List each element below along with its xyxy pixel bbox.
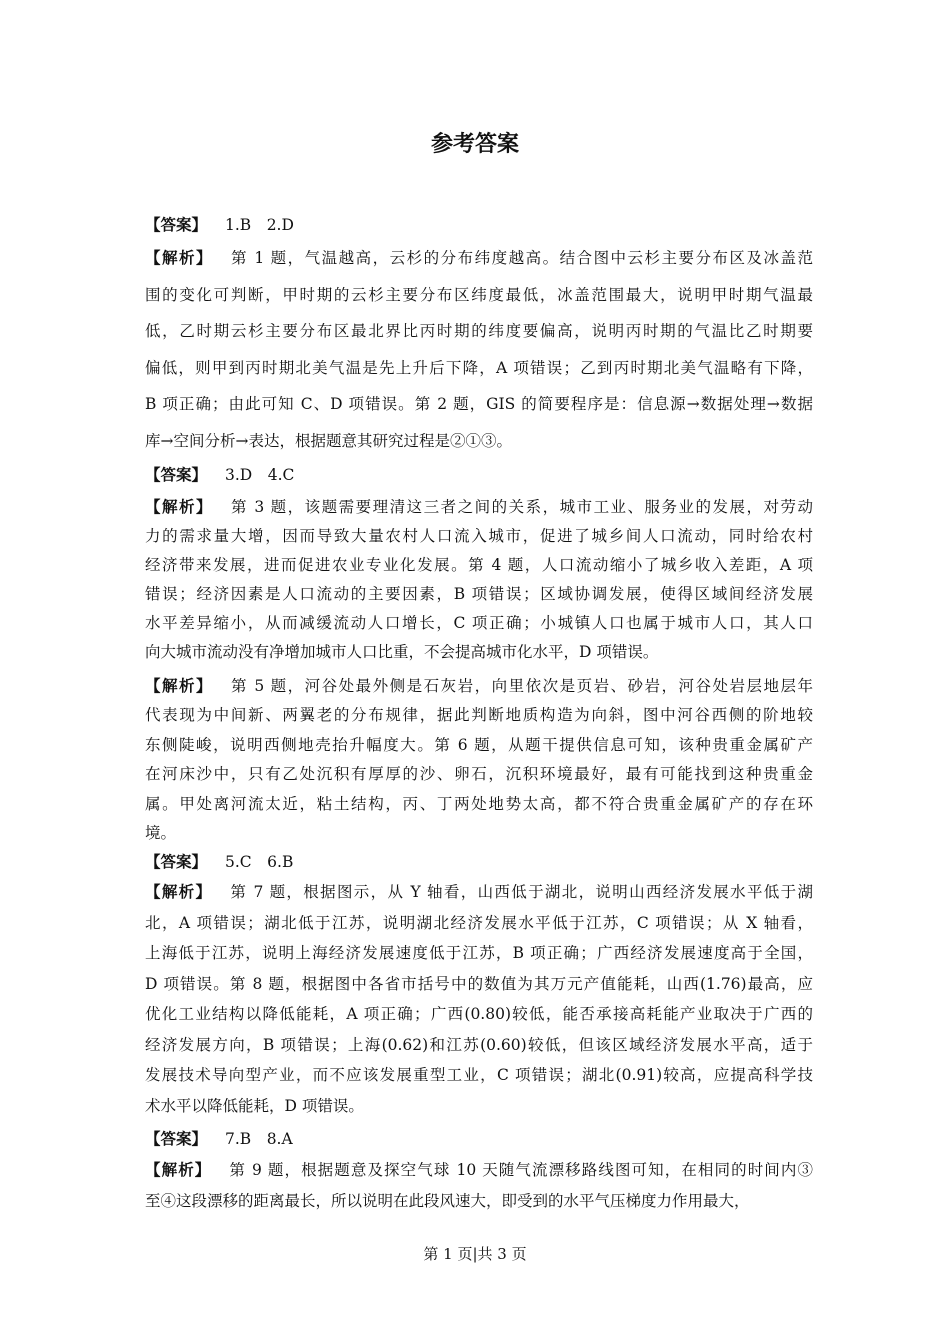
line-text: 第 1 题，气温越高，云杉的分布纬度越高。结合图中云杉主要分布区及冰盖范 (230, 249, 813, 267)
text-line (145, 522, 813, 551)
page-title: 参考答案 (430, 132, 519, 157)
line-text: 优化工业结构以降低能耗，A 项正确；广西(0.80)较低，能否承接高耗能产业取决于广西的 (145, 1005, 813, 1023)
line-text: 5.C 6.B (225, 853, 294, 871)
text-line (145, 386, 813, 423)
text-line (145, 313, 813, 350)
text-line (145, 819, 813, 848)
line-text: 库→空间分析→表达，根据题意其研究过程是②①③。 (145, 431, 512, 450)
answer-block (145, 848, 813, 877)
analysis-block (145, 1155, 813, 1216)
line-text: 在河床沙中，只有乙处沉积有厚厚的沙、卵石，沉积环境最好，最有可能找到这种贵重金 (145, 765, 813, 784)
line-text: 北，A 项错误；湖北低于江苏，说明湖北经济发展水平低于江苏，C 项错误；从 X 轴看， (145, 913, 813, 932)
line-text: 3.D 4.C (225, 466, 295, 484)
line-text: 偏低，则甲到丙时期北美气温是先上升后下降，A 项错误；乙到丙时期北美气温略有下降， (145, 358, 813, 377)
line-text: 7.B 8.A (225, 1130, 293, 1148)
analysis-label: 【解析】 (145, 883, 213, 901)
text-line (145, 701, 813, 730)
analysis-block (145, 240, 813, 459)
line-text: 至④这段漂移的距离最长，所以说明在此段风速大，即受到的水平气压梯度力作用最大， (145, 1191, 750, 1210)
text-line (145, 1186, 813, 1217)
text-line (145, 580, 813, 609)
analysis-label: 【解析】 (145, 498, 213, 516)
text-line (145, 672, 813, 701)
text-line (145, 551, 813, 580)
line-text: 水平差异缩小，从而减缓流动人口增长，C 项正确；小城镇人口也属于城市人口，其人口 (145, 614, 813, 632)
line-text: 第 7 题，根据图示，从 Y 轴看，山西低于湖北，说明山西经济发展水平低于湖 (230, 883, 813, 901)
line-text: 向大城市流动没有净增加城市人口比重，不会提高城市化水平，D 项错误。 (145, 643, 659, 661)
analysis-block (145, 493, 813, 667)
text-line (145, 461, 813, 490)
text-line (145, 277, 813, 314)
line-text: 境。 (145, 823, 177, 842)
text-line (145, 731, 813, 760)
text-line (145, 1060, 813, 1091)
line-text: 低，乙时期云杉主要分布区最北界比丙时期的纬度要偏高，说明丙时期的气温比乙时期要 (145, 322, 813, 340)
analysis-label: 【解析】 (145, 249, 213, 267)
line-text: 围的变化可判断，甲时期的云杉主要分布区纬度最低，冰盖范围最大，说明甲时期气温最 (145, 285, 813, 304)
text-line (145, 1030, 813, 1061)
answer-block (145, 207, 813, 244)
answer-label: 【答案】 (145, 466, 208, 484)
text-line (145, 609, 813, 638)
line-text: 东侧陡峻，说明西侧地壳抬升幅度大。第 6 题，从题干提供信息可知，该种贵重金属矿产 (145, 735, 813, 754)
line-text: 力的需求量大增，因而导致大量农村人口流入城市，促进了城乡间人口流动，同时给农村 (145, 527, 813, 545)
text-line (145, 999, 813, 1030)
text-line (145, 1091, 813, 1122)
analysis-block (145, 672, 813, 848)
answer-label: 【答案】 (145, 1130, 208, 1148)
answer-label: 【答案】 (145, 216, 208, 234)
analysis-block (145, 877, 813, 1121)
answer-block (145, 1124, 813, 1155)
text-line (145, 1155, 813, 1186)
analysis-label: 【解析】 (145, 677, 213, 695)
line-text: 经济发展方向，B 项错误；上海(0.62)和江苏(0.60)较低，但该区域经济发展水平高，适于 (145, 1035, 813, 1054)
text-line (145, 938, 813, 969)
answer-label: 【答案】 (145, 853, 208, 871)
line-text: 第 5 题，河谷处最外侧是石灰岩，向里依次是页岩、砂岩，河谷处岩层地层年 (230, 677, 813, 695)
line-text: 术水平以降低能耗，D 项错误。 (145, 1096, 364, 1115)
text-line (145, 207, 813, 244)
text-line (145, 423, 813, 460)
text-line (145, 969, 813, 1000)
line-text: 第 9 题，根据题意及探空气球 10 天随气流漂移路线图可知，在相同的时间内③ (229, 1161, 813, 1179)
text-line (145, 638, 813, 667)
text-line (145, 877, 813, 908)
text-line (145, 493, 813, 522)
line-text: 属。甲处离河流太近，粘土结构，丙、丁两处地势太高，都不符合贵重金属矿产的存在环 (145, 794, 813, 813)
text-line (145, 790, 813, 819)
line-text: D 项错误。第 8 题，根据图中各省市括号中的数值为其万元产值能耗，山西(1.76)最高，应 (145, 974, 813, 993)
text-line (145, 350, 813, 387)
line-text: 经济带来发展，进而促进农业专业化发展。第 4 题，人口流动缩小了城乡收入差距，A 项 (145, 556, 813, 574)
text-line (145, 908, 813, 939)
line-text: 上海低于江苏，说明上海经济发展速度低于江苏，B 项正确；广西经济发展速度高于全国， (145, 944, 813, 962)
text-line (145, 240, 813, 277)
page-footer: 第 1 页|共 3 页 (423, 1245, 527, 1263)
line-text: 第 3 题，该题需要理清这三者之间的关系，城市工业、服务业的发展，对劳动 (230, 498, 813, 516)
analysis-label: 【解析】 (145, 1161, 212, 1179)
line-text: 发展技术导向型产业，而不应该发展重型工业，C 项错误；湖北(0.91)较高，应提高科学技 (145, 1066, 813, 1084)
text-line (145, 760, 813, 789)
line-text: 代表现为中间新、两翼老的分布规律，据此判断地质构造为向斜，图中河谷西侧的阶地较 (145, 706, 813, 725)
answer-block (145, 461, 813, 490)
text-line (145, 1124, 813, 1155)
line-text: 1.B 2.D (225, 216, 294, 234)
text-line (145, 848, 813, 877)
line-text: 错误；经济因素是人口流动的主要因素，B 项错误；区域协调发展，使得区域间经济发展 (145, 585, 813, 603)
line-text: B 项正确；由此可知 C、D 项错误。第 2 题，GIS 的简要程序是：信息源→数据处理→数据 (145, 395, 813, 413)
